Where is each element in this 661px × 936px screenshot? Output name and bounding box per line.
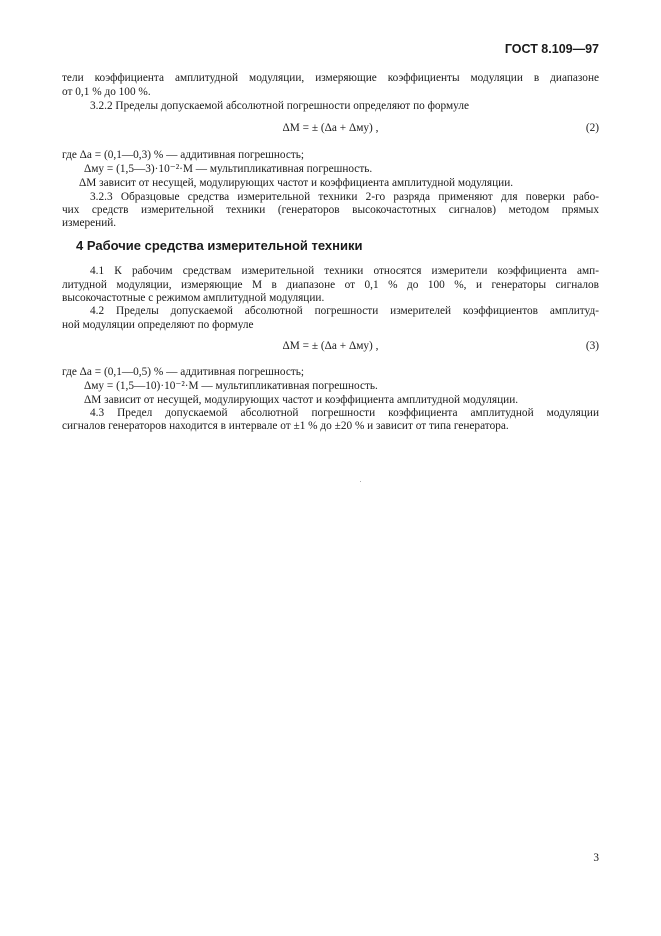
page-number: 3 bbox=[593, 852, 599, 864]
section-heading: 4 Рабочие средства измерительной техники bbox=[76, 238, 363, 253]
paragraph-line: Δму = (1,5—3)·10⁻²·M — мультипликативная погрешность. bbox=[84, 163, 373, 175]
paragraph-line: ΔM зависит от несущей, модулирующих частот и коэффициента амплитудной модуляции. bbox=[79, 177, 514, 189]
paragraph-line: 3.2.3 Образцовые средства измерительной техники 2-го разряда применяют для поверки рабо- bbox=[90, 191, 599, 203]
standard-header: ГОСТ 8.109—97 bbox=[504, 42, 599, 56]
paragraph-line: высокочастотные с режимом амплитудной модуляции. bbox=[62, 292, 325, 304]
paragraph-line: 4.3 Предел допускаемой абсолютной погрешности коэффициента амплитудной модуляции bbox=[90, 407, 599, 419]
paragraph-line: ной модуляции определяют по формуле bbox=[62, 319, 254, 331]
paragraph-line: тели коэффициента амплитудной модуляции, измеряющие коэффициенты модуляции в диапазоне bbox=[62, 72, 599, 84]
paragraph-line: где Δa = (0,1—0,5) % — аддитивная погрешность; bbox=[62, 366, 305, 378]
equation-number-3: (3) bbox=[585, 340, 599, 352]
paragraph-line: где Δa = (0,1—0,3) % — аддитивная погрешность; bbox=[62, 149, 305, 161]
formula-2: ΔM = ± (Δa + Δму) , bbox=[282, 122, 379, 134]
paragraph-line: сигналов генераторов находится в интервале от ±1 % до ±20 % и зависит от типа генератора. bbox=[62, 420, 509, 432]
formula-3: ΔM = ± (Δa + Δму) , bbox=[282, 340, 379, 352]
paragraph-line: чих средств измерительной техники (генераторов высокочастотных сигналов) методом прямых bbox=[62, 204, 599, 216]
paragraph-line: измерений. bbox=[62, 217, 117, 229]
paragraph-line: 3.2.2 Пределы допускаемой абсолютной погрешности определяют по формуле bbox=[90, 100, 469, 112]
paragraph-line: литудной модуляции, измеряющие M в диапазоне от 0,1 % до 100 %, и генераторы сигналов bbox=[62, 279, 599, 291]
equation-number-2: (2) bbox=[585, 122, 599, 134]
paragraph-line: от 0,1 % до 100 %. bbox=[62, 86, 151, 98]
scan-speck bbox=[360, 481, 361, 482]
paragraph-line: 4.1 К рабочим средствам измерительной техники относятся измерители коэффициента амп- bbox=[90, 265, 599, 277]
paragraph-line: 4.2 Пределы допускаемой абсолютной погрешности измерителей коэффициентов амплитуд- bbox=[90, 305, 599, 317]
paragraph-line: ΔM зависит от несущей, модулирующих частот и коэффициента амплитудной модуляции. bbox=[84, 394, 519, 406]
paragraph-line: Δму = (1,5—10)·10⁻²·M — мультипликативная погрешность. bbox=[84, 380, 378, 392]
